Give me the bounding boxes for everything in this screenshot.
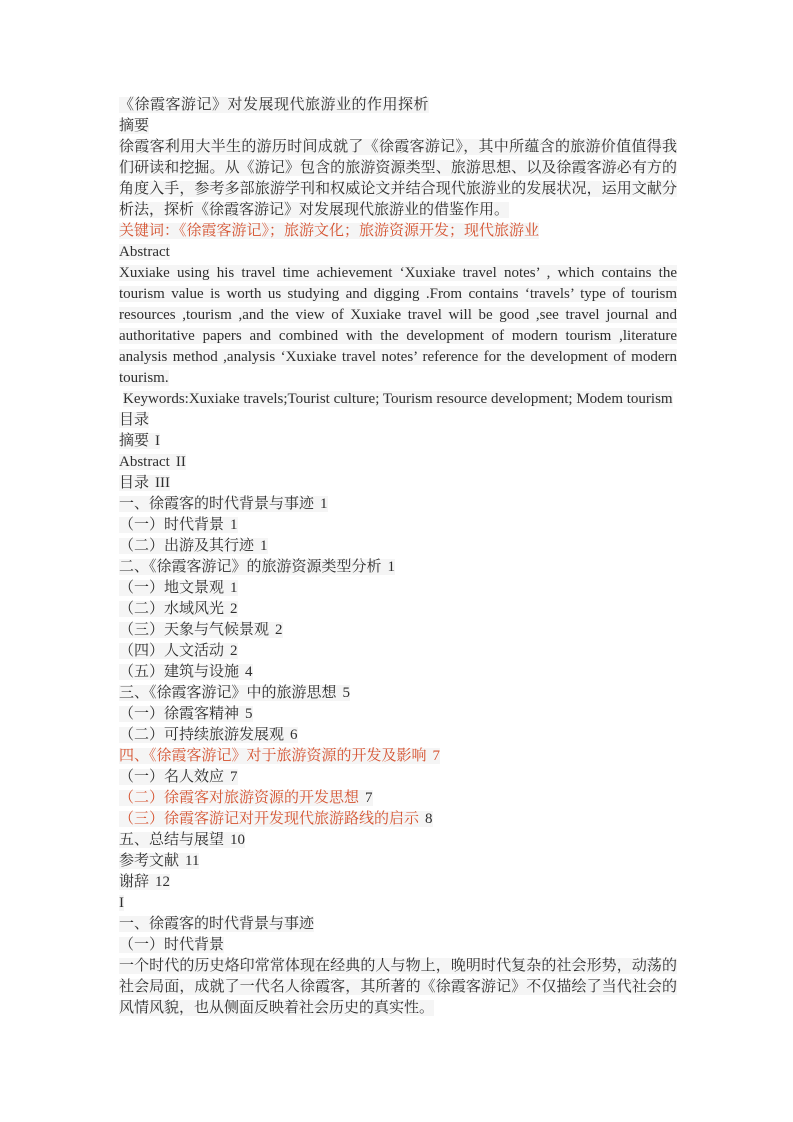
toc-item-label: 三、《徐霞客游记》中的旅游思想 bbox=[119, 685, 337, 701]
toc-item-page: 4 bbox=[245, 664, 253, 680]
toc-item-page: 5 bbox=[245, 706, 253, 722]
toc-item-page: 6 bbox=[290, 727, 298, 743]
abstract-cn-body: 徐霞客利用大半生的游历时间成就了《徐霞客游记》，其中所蕴含的旅游价值值得我们研读和挖掘。从《游记》包含的旅游资源类型、旅游思想、以及徐霞客游必有方的角度入手，参考多部旅游学刊和权威论文并结合现代旅游业的发展状况，运用文献分析法，探析《徐霞客游记》对发展现代旅游业的借鉴作用。 bbox=[119, 139, 677, 218]
toc-item bbox=[119, 767, 677, 788]
toc-item-page: II bbox=[175, 454, 186, 470]
toc-item-page: 2 bbox=[275, 622, 283, 638]
toc-item-page: 11 bbox=[185, 853, 200, 869]
toc-item-label: （二）可持续旅游发展观 bbox=[119, 727, 285, 743]
keywords-en: Keywords:Xuxiake travels;Tourist culture; Tourism resource development; Modem tourism bbox=[123, 391, 673, 407]
toc-item-label: （二）徐霞客对旅游资源的开发思想 bbox=[119, 790, 360, 806]
toc-item-label: （三）徐霞客游记对开发现代旅游路线的启示 bbox=[119, 811, 420, 827]
abstract-en-body: Xuxiake using his travel time achievement ‘Xuxiake travel notes’ , which contains the tourism value is worth us studying and digging .From contains ‘travels’ type of tourism resources ,tourism ,and the view of Xuxiake travel will be good ,see travel journal and authoritative papers and combined with the development of modern tourism ,literature analysis method ,analysis ‘Xuxiake travel notes’ reference for the development of modern tourism. bbox=[119, 265, 677, 386]
toc-item-label: （四）人文活动 bbox=[119, 643, 225, 659]
subsection-heading: （一）时代背景 bbox=[119, 937, 225, 953]
toc-item-page: 10 bbox=[230, 832, 246, 848]
toc-item-label: （一）徐霞客精神 bbox=[119, 706, 240, 722]
toc-item-label: 摘要 bbox=[119, 433, 150, 449]
toc-item bbox=[119, 851, 677, 872]
toc-item-page: 7 bbox=[432, 748, 441, 764]
document-title bbox=[119, 95, 677, 116]
toc-item-page: 8 bbox=[425, 811, 433, 827]
toc-item bbox=[119, 452, 677, 473]
toc-item bbox=[119, 515, 677, 536]
toc-item-page: 1 bbox=[320, 496, 328, 512]
toc-item bbox=[119, 494, 677, 515]
toc-item-page: III bbox=[155, 475, 171, 491]
toc-item-page: 12 bbox=[155, 874, 171, 890]
toc-item bbox=[119, 578, 677, 599]
toc-item-label: 五、总结与展望 bbox=[119, 832, 225, 848]
toc-heading: 目录 bbox=[119, 412, 150, 428]
toc-item-label: 二、《徐霞客游记》的旅游资源类型分析 bbox=[119, 559, 382, 575]
toc-item-page: 2 bbox=[230, 643, 238, 659]
toc-item bbox=[119, 662, 677, 683]
toc-item-label: 参考文献 bbox=[119, 853, 180, 869]
section-heading: 一、徐霞客的时代背景与事迹 bbox=[119, 916, 315, 932]
toc-item-label: （一）地文景观 bbox=[119, 580, 225, 596]
toc-item bbox=[119, 746, 677, 767]
toc-item bbox=[119, 557, 677, 578]
toc-item bbox=[119, 536, 677, 557]
toc-item-page: 5 bbox=[342, 685, 351, 701]
toc-item-label: 四、《徐霞客游记》对于旅游资源的开发及影响 bbox=[119, 748, 427, 764]
document-content bbox=[119, 95, 677, 1019]
toc-item bbox=[119, 704, 677, 725]
toc-item bbox=[119, 830, 677, 851]
toc-item bbox=[119, 872, 677, 893]
toc-item-label: （一）名人效应 bbox=[119, 769, 225, 785]
toc-item-label: （三）天象与气候景观 bbox=[119, 622, 270, 638]
toc-item-page: 1 bbox=[260, 538, 268, 554]
toc-item-label: （一）时代背景 bbox=[119, 517, 225, 533]
toc-item-page: 1 bbox=[230, 580, 238, 596]
page-marker: I bbox=[119, 895, 124, 911]
toc-item-label: （二）水域风光 bbox=[119, 601, 225, 617]
toc-item-label: （二）出游及其行迹 bbox=[119, 538, 255, 554]
toc-item-page: 1 bbox=[230, 517, 238, 533]
toc-item bbox=[119, 641, 677, 662]
abstract-en-heading: Abstract bbox=[119, 244, 170, 260]
toc-item-page: 7 bbox=[230, 769, 238, 785]
toc-item bbox=[119, 431, 677, 452]
toc-item bbox=[119, 809, 677, 830]
toc-item-page: 7 bbox=[365, 790, 373, 806]
section-body: 一个时代的历史烙印常常体现在经典的人与物上，晚明时代复杂的社会形势，动荡的社会局面，成就了一代名人徐霞客，其所著的《徐霞客游记》不仅描绘了当代社会的风情风貌，也从侧面反映着社会历史的真实性。 bbox=[119, 958, 677, 1016]
toc-item-page: 1 bbox=[387, 559, 396, 575]
toc-item-page: I bbox=[155, 433, 161, 449]
toc-item bbox=[119, 683, 677, 704]
toc-item-label: 谢辞 bbox=[119, 874, 150, 890]
toc-item-page: 2 bbox=[230, 601, 238, 617]
abstract-cn-heading: 摘要 bbox=[119, 118, 150, 134]
document-title-text: 《徐霞客游记》对发展现代旅游业的作用探析 bbox=[119, 97, 430, 113]
toc-item-label: （五）建筑与设施 bbox=[119, 664, 240, 680]
toc-item-label: 目录 bbox=[119, 475, 150, 491]
keywords-cn: 关键词：《徐霞客游记》；旅游文化；旅游资源开发；现代旅游业 bbox=[119, 223, 540, 239]
toc-item bbox=[119, 620, 677, 641]
toc-item bbox=[119, 725, 677, 746]
toc-item bbox=[119, 473, 677, 494]
toc-item bbox=[119, 599, 677, 620]
toc-item-label: Abstract bbox=[119, 454, 170, 470]
toc-item-label: 一、徐霞客的时代背景与事迹 bbox=[119, 496, 315, 512]
toc-list bbox=[119, 431, 677, 893]
toc-item bbox=[119, 788, 677, 809]
